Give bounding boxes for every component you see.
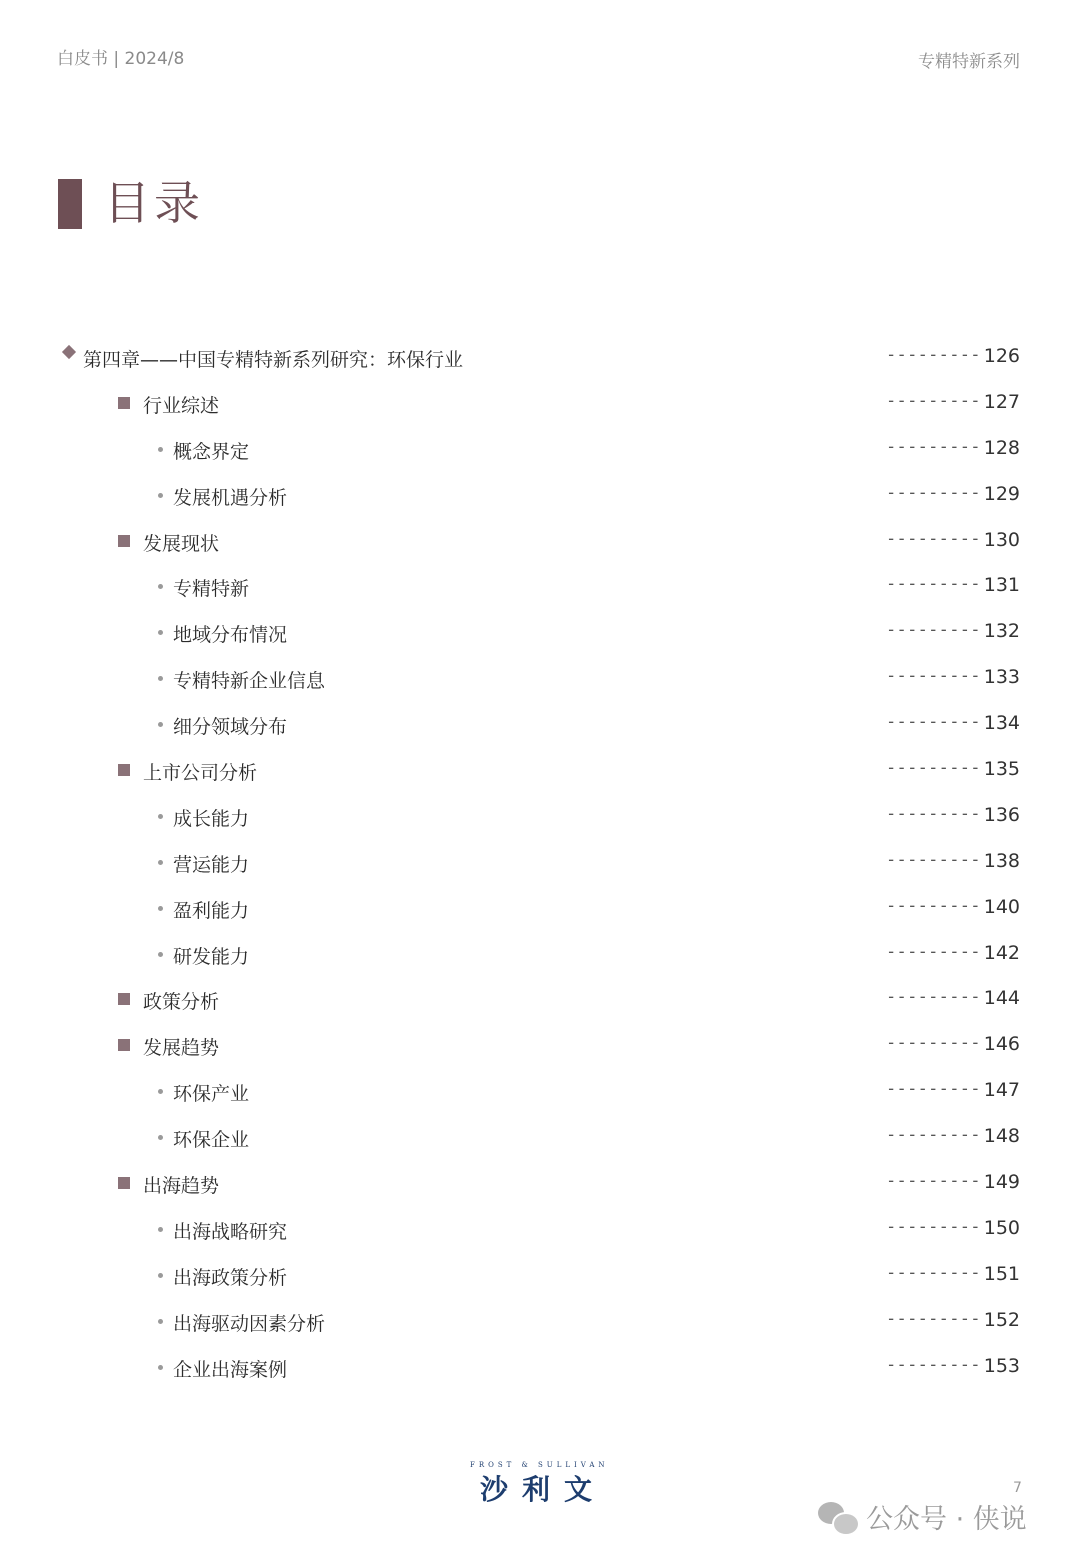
toc-entry-label: 第四章——中国专精特新系列研究：环保行业 [83, 349, 464, 371]
toc-leader-dashes: --------- [886, 1262, 981, 1283]
toc-entry[interactable] [0, 1298, 1080, 1344]
toc-leader-dashes: --------- [886, 574, 981, 595]
toc-entry[interactable] [0, 1160, 1080, 1206]
toc-entry[interactable] [0, 793, 1080, 839]
toc-entry[interactable] [0, 426, 1080, 472]
toc-entry-label: 企业出海案例 [173, 1358, 288, 1381]
dot-bullet-icon [158, 630, 163, 635]
header-right-text: 专精特新系列 [918, 52, 1020, 72]
wechat-icon [818, 1500, 858, 1534]
square-bullet-icon [118, 1177, 130, 1189]
toc-entry-page: 126 [983, 345, 1020, 367]
toc-entry-page: 138 [983, 849, 1020, 872]
dot-bullet-icon [158, 860, 163, 865]
square-bullet-icon [118, 764, 130, 776]
toc-entry[interactable] [0, 1022, 1080, 1068]
toc-entry-label: 行业综述 [143, 394, 220, 417]
toc-leader-dashes: --------- [886, 987, 981, 1008]
toc-entry-label: 政策分析 [143, 991, 220, 1014]
toc-entry-label: 出海趋势 [143, 1175, 220, 1198]
toc-entry-page: 150 [983, 1216, 1020, 1239]
toc-entry[interactable] [0, 885, 1080, 931]
watermark-text: 公众号 · 侠说 [866, 1504, 1027, 1535]
toc-entry-label: 专精特新企业信息 [173, 670, 326, 693]
dot-bullet-icon [158, 1319, 163, 1324]
toc-entry-page: 149 [983, 1171, 1020, 1194]
toc-leader-dashes: --------- [886, 666, 981, 687]
dot-bullet-icon [158, 1089, 163, 1094]
dot-bullet-icon [158, 447, 163, 452]
toc-entry-label: 出海战略研究 [173, 1220, 288, 1243]
toc-leader-dashes: --------- [886, 758, 981, 779]
toc-entry-label: 出海政策分析 [173, 1266, 288, 1289]
toc-entry-page: 142 [983, 941, 1020, 964]
toc-entry-label: 研发能力 [173, 945, 250, 968]
dot-bullet-icon [158, 676, 163, 681]
toc-entry-page: 146 [983, 1033, 1020, 1056]
toc-leader-dashes: --------- [886, 1125, 981, 1146]
dot-bullet-icon [158, 1227, 163, 1232]
toc-entry-label: 概念界定 [173, 440, 250, 463]
toc-entry-label: 发展趋势 [143, 1037, 220, 1060]
dot-bullet-icon [158, 493, 163, 498]
page-title: 目录 [104, 176, 204, 230]
toc-entry[interactable] [0, 472, 1080, 518]
toc-entry[interactable] [0, 931, 1080, 977]
toc-entry-label: 环保企业 [173, 1129, 250, 1152]
toc-entry-page: 144 [983, 987, 1020, 1010]
toc-entry-label: 细分领域分布 [173, 716, 288, 739]
toc-entry-page: 140 [983, 895, 1020, 918]
toc-entry-label: 发展现状 [143, 532, 220, 555]
toc-entry-page: 129 [983, 482, 1020, 505]
diamond-bullet-icon [62, 345, 76, 359]
toc-entry[interactable] [0, 747, 1080, 793]
toc-entry[interactable] [0, 380, 1080, 426]
toc-entry[interactable] [0, 976, 1080, 1022]
toc-entry-label: 出海驱动因素分析 [173, 1312, 326, 1335]
toc-entry-page: 148 [983, 1125, 1020, 1148]
toc-entry-page: 134 [983, 712, 1020, 735]
toc-entry-label: 成长能力 [173, 807, 250, 830]
square-bullet-icon [118, 535, 130, 547]
toc-entry-page: 127 [983, 390, 1020, 413]
toc-entry[interactable] [0, 563, 1080, 609]
toc-entry[interactable] [0, 1206, 1080, 1252]
toc-leader-dashes: --------- [886, 1308, 981, 1329]
dot-bullet-icon [158, 722, 163, 727]
toc-leader-dashes: --------- [886, 849, 981, 870]
toc-entry-label: 盈利能力 [173, 899, 250, 922]
toc-entry-page: 131 [983, 574, 1020, 597]
toc-entry-page: 153 [983, 1354, 1020, 1377]
watermark [818, 1497, 1027, 1536]
toc-entry[interactable] [0, 1344, 1080, 1390]
toc-entry-page: 130 [983, 528, 1020, 551]
toc-entry-page: 136 [983, 803, 1020, 826]
dot-bullet-icon [158, 1135, 163, 1140]
toc-entry[interactable] [0, 1114, 1080, 1160]
toc-entry-page: 133 [983, 666, 1020, 689]
toc-entry-page: 135 [983, 758, 1020, 781]
square-bullet-icon [118, 397, 130, 409]
toc-entry[interactable] [0, 701, 1080, 747]
toc-entry-label: 营运能力 [173, 853, 250, 876]
dot-bullet-icon [158, 1273, 163, 1278]
title-accent-bar [58, 179, 82, 229]
toc-leader-dashes: --------- [886, 1033, 981, 1054]
page-number: 7 [1013, 1480, 1022, 1496]
toc-entry-label: 专精特新 [173, 578, 250, 601]
toc-entry-label: 发展机遇分析 [173, 486, 288, 509]
dot-bullet-icon [158, 814, 163, 819]
toc-entry[interactable] [0, 1068, 1080, 1114]
toc-entry[interactable] [0, 518, 1080, 564]
square-bullet-icon [118, 993, 130, 1005]
dot-bullet-icon [158, 952, 163, 957]
table-of-contents [0, 334, 1080, 1389]
toc-leader-dashes: --------- [886, 895, 981, 916]
logo-english: FROST & SULLIVAN [470, 1461, 609, 1469]
toc-entry-label: 地域分布情况 [173, 624, 288, 647]
toc-leader-dashes: --------- [886, 345, 981, 365]
toc-leader-dashes: --------- [886, 1354, 981, 1375]
square-bullet-icon [118, 1039, 130, 1051]
toc-entry[interactable] [0, 334, 1080, 380]
toc-leader-dashes: --------- [886, 436, 981, 457]
toc-leader-dashes: --------- [886, 941, 981, 962]
toc-entry-label: 环保产业 [173, 1083, 250, 1106]
toc-leader-dashes: --------- [886, 482, 981, 503]
dot-bullet-icon [158, 1365, 163, 1370]
toc-entry-page: 152 [983, 1308, 1020, 1331]
toc-leader-dashes: --------- [886, 1216, 981, 1237]
toc-leader-dashes: --------- [886, 528, 981, 549]
toc-entry[interactable] [0, 609, 1080, 655]
toc-entry[interactable] [0, 839, 1080, 885]
dot-bullet-icon [158, 584, 163, 589]
header-left-text: 白皮书 | 2024/8 [57, 49, 185, 69]
toc-leader-dashes: --------- [886, 1079, 981, 1100]
toc-leader-dashes: --------- [886, 620, 981, 641]
toc-entry-page: 128 [983, 436, 1020, 459]
dot-bullet-icon [158, 906, 163, 911]
toc-entry-page: 151 [983, 1262, 1020, 1285]
logo-chinese: 沙利文 [480, 1473, 607, 1506]
toc-leader-dashes: --------- [886, 803, 981, 824]
toc-entry-page: 132 [983, 620, 1020, 643]
toc-leader-dashes: --------- [886, 712, 981, 733]
toc-entry-label: 上市公司分析 [143, 762, 258, 785]
toc-leader-dashes: --------- [886, 1171, 981, 1192]
toc-entry[interactable] [0, 655, 1080, 701]
toc-entry[interactable] [0, 1252, 1080, 1298]
toc-entry-page: 147 [983, 1079, 1020, 1102]
toc-leader-dashes: --------- [886, 390, 981, 411]
